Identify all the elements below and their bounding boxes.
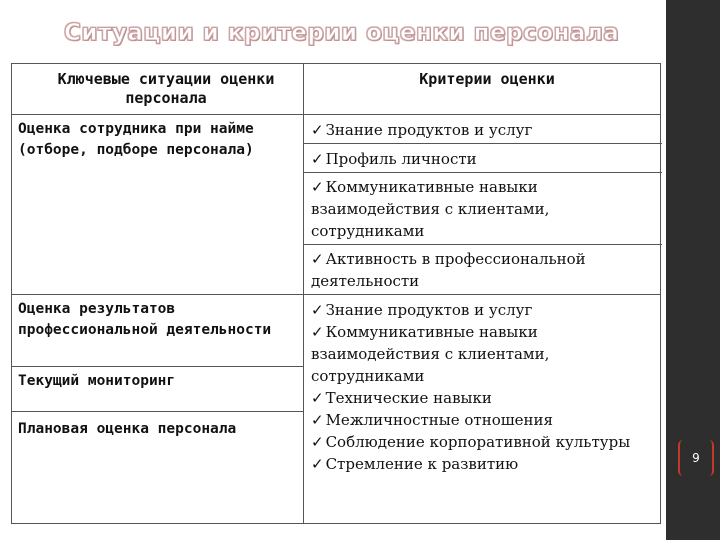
criterion-item: ✓ Знание продуктов и услуг [311, 301, 533, 319]
section-divider [12, 294, 660, 295]
situation-monitoring: Текущий мониторинг [18, 373, 176, 389]
criterion-item: ✓ Коммуникативные навыки взаимодействия с клиентами, сотрудниками [311, 178, 550, 240]
criterion-item: ✓ Технические навыки [311, 389, 492, 407]
checkmark-icon: ✓ [311, 301, 324, 319]
situation-planned: Плановая оценка персонала [18, 421, 237, 437]
criterion-item: ✓ Соблюдение корпоративной культуры [311, 433, 631, 451]
row-divider [12, 366, 303, 367]
criterion-item: ✓ Межличностные отношения [311, 411, 554, 429]
header-divider [12, 114, 660, 115]
situation-results: Оценка результатов профессиональной деятельности [18, 301, 272, 338]
row-divider [12, 411, 303, 412]
row-divider [303, 244, 662, 245]
checkmark-icon: ✓ [311, 250, 324, 268]
slide-title: Ситуации и критерии оценки персонала [64, 20, 620, 46]
checkmark-icon: ✓ [311, 389, 324, 407]
situation-hiring: Оценка сотрудника при найме (отборе, подборе персонала) [18, 121, 254, 158]
checkmark-icon: ✓ [311, 121, 324, 139]
criteria-table [11, 63, 661, 524]
page-number: 9 [678, 440, 714, 476]
checkmark-icon: ✓ [311, 411, 324, 429]
checkmark-icon: ✓ [311, 178, 324, 196]
criterion-item: ✓ Знание продуктов и услуг [311, 121, 533, 139]
row-divider [303, 172, 662, 173]
checkmark-icon: ✓ [311, 433, 324, 451]
criterion-item: ✓ Стремление к развитию [311, 455, 519, 473]
checkmark-icon: ✓ [311, 150, 324, 168]
header-situations: Ключевые ситуации оценки персонала [57, 70, 275, 107]
criteria-list [311, 299, 657, 475]
checkmark-icon: ✓ [311, 455, 324, 473]
checkmark-icon: ✓ [311, 323, 324, 341]
criterion-item: ✓ Коммуникативные навыки взаимодействия с клиентами, сотрудниками [311, 323, 550, 385]
criterion-item: ✓ Профиль личности [311, 150, 477, 168]
row-divider [303, 143, 662, 144]
criterion-item: ✓ Активность в профессиональной деятельности [311, 250, 586, 290]
header-criteria: Критерии оценки [419, 70, 555, 88]
